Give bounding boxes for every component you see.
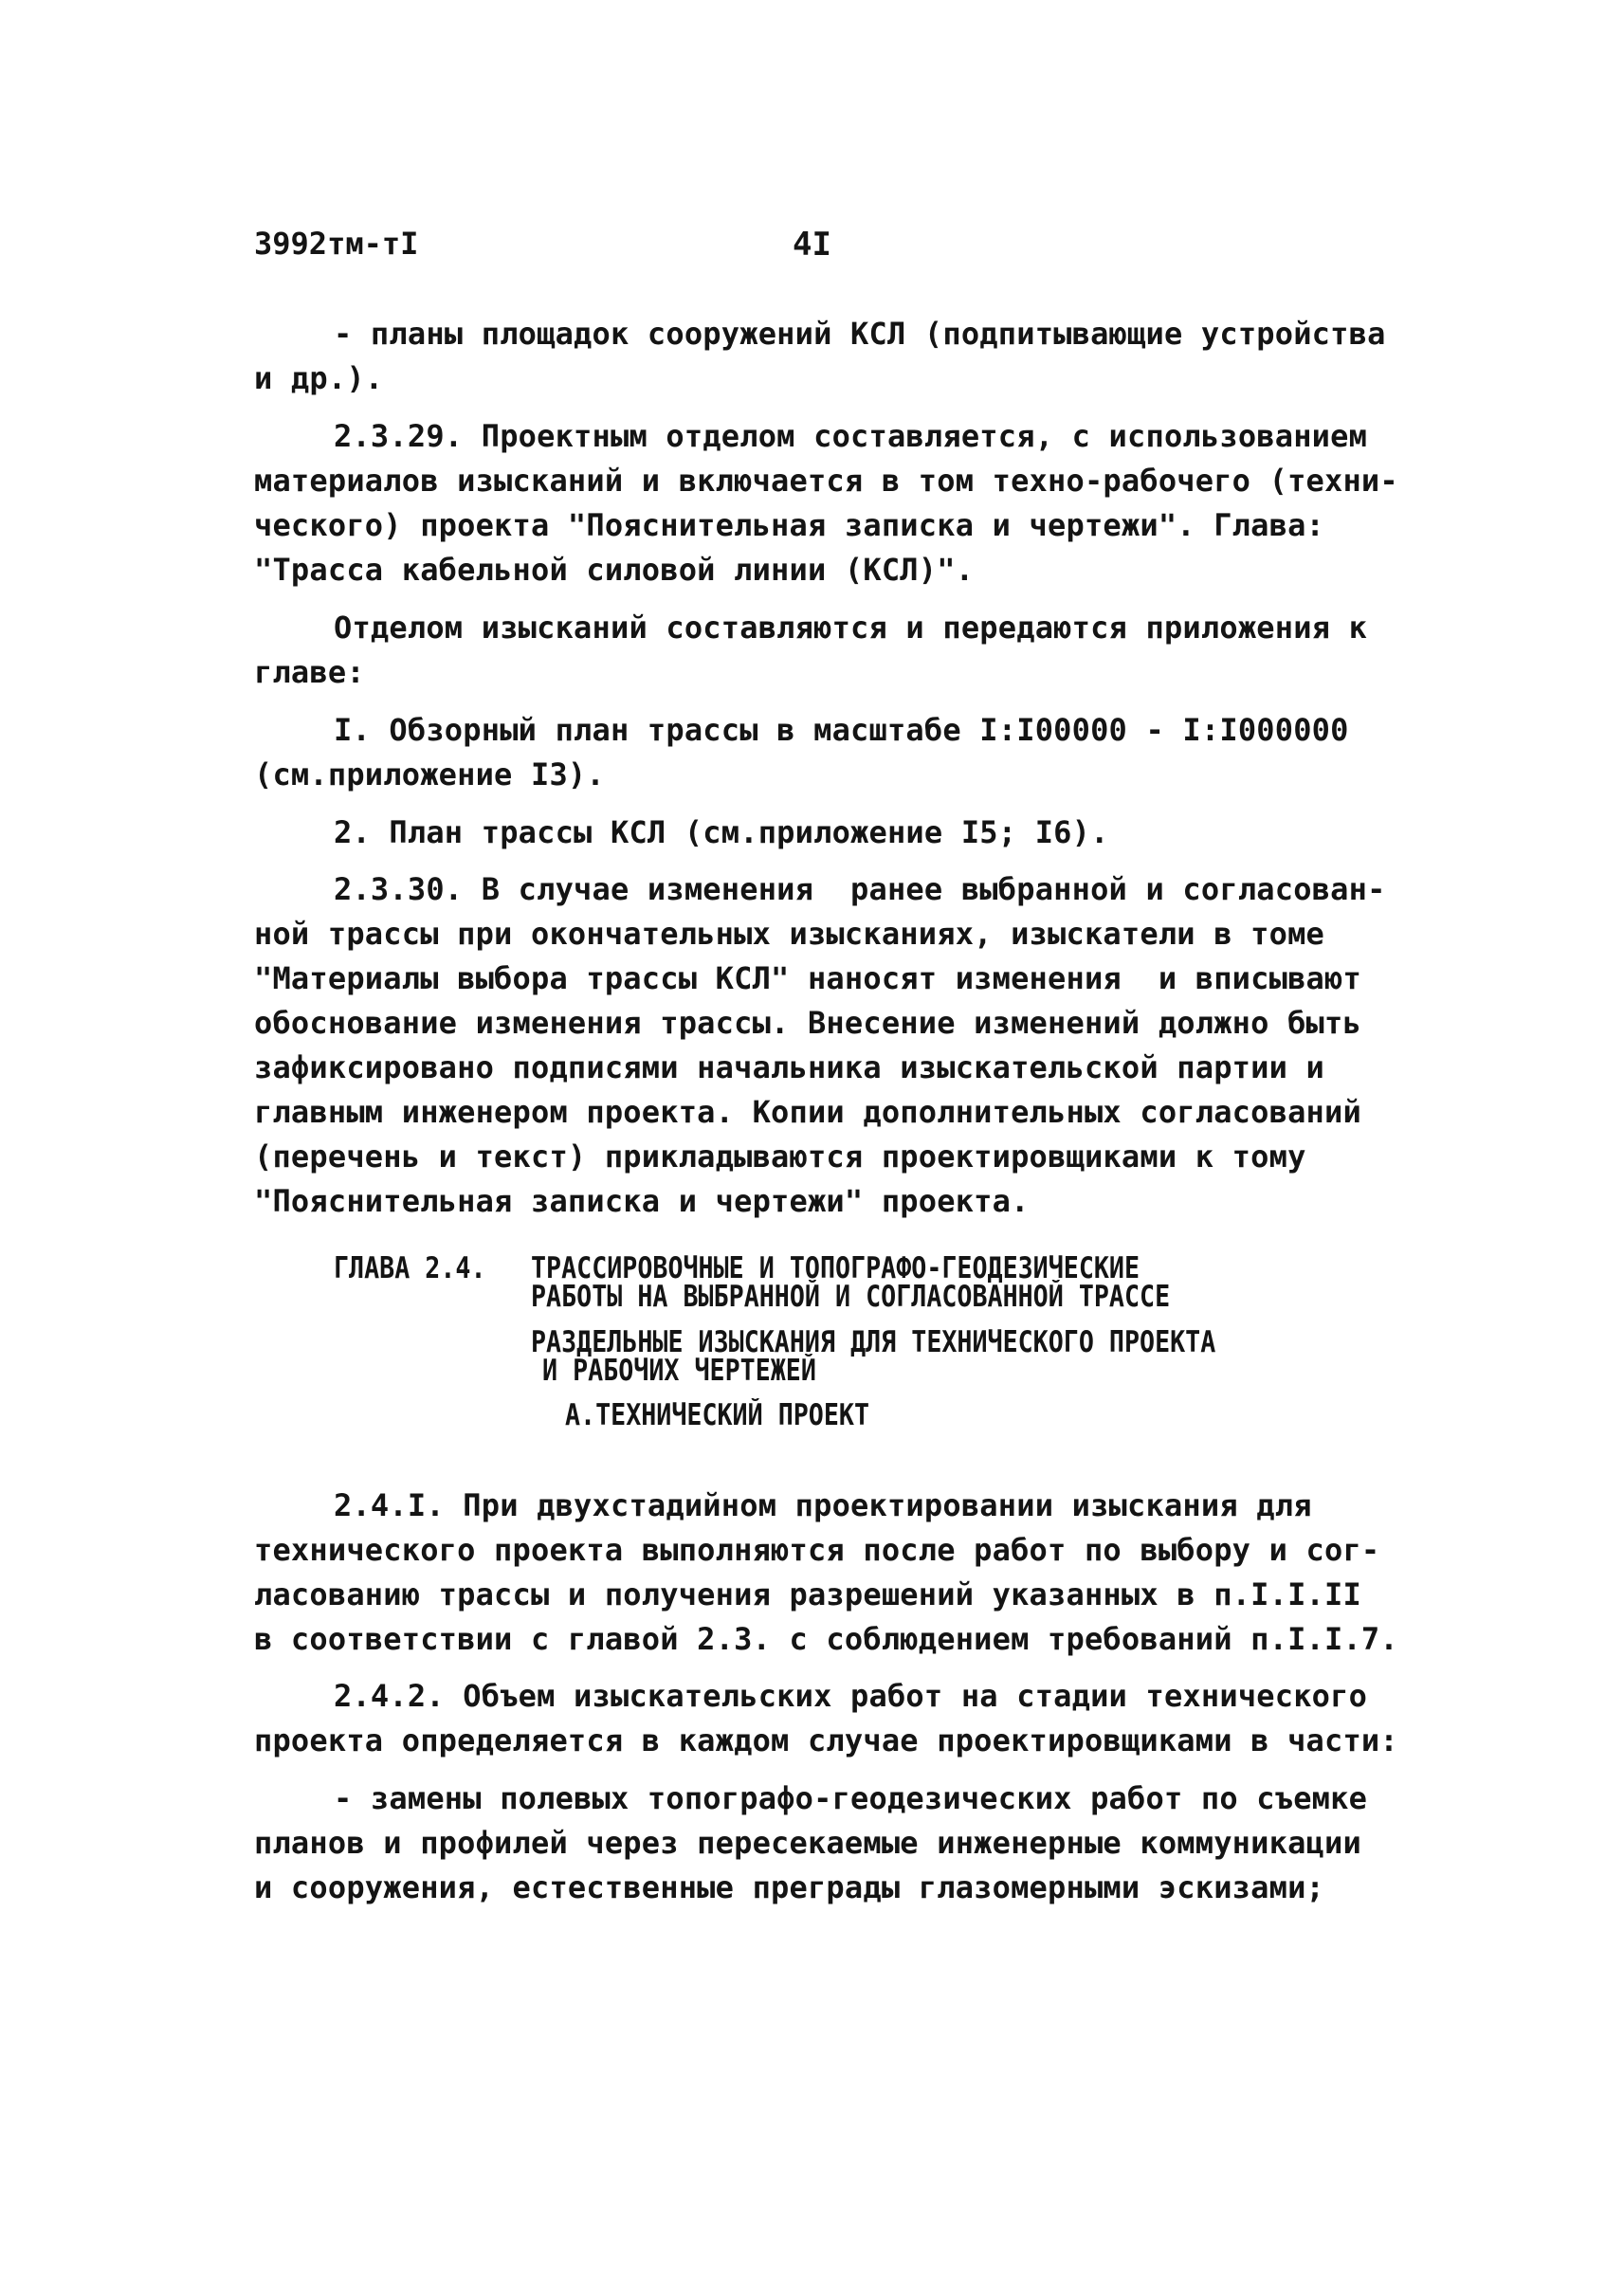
- text-line: - планы площадок сооружений КСЛ (подпитывающие устройства: [334, 316, 1386, 352]
- text-line: материалов изысканий и включается в том техно-рабочего (техни-: [254, 463, 1398, 499]
- list-item: 2. План трассы КСЛ (см.приложение I5; I6).: [334, 814, 1109, 850]
- text-line: Отделом изысканий составляются и передаются приложения к: [334, 610, 1368, 646]
- document-code: 3992тм-тI: [254, 226, 419, 262]
- text-line: технического проекта выполняются после работ по выбору и сог-: [254, 1532, 1380, 1568]
- text-line: "Пояснительная записка и чертежи" проекта.: [254, 1183, 1030, 1219]
- text-line: планов и профилей через пересекаемые инженерные коммуникации: [254, 1825, 1361, 1861]
- text-line: в соответствии с главой 2.3. с соблюдением требований п.I.I.7.: [254, 1621, 1398, 1657]
- section-title: А.ТЕХНИЧЕСКИЙ ПРОЕКТ: [565, 1398, 870, 1432]
- text-line: (см.приложение I3).: [254, 756, 605, 792]
- text-line: "Трасса кабельной силовой линии (КСЛ)".: [254, 552, 975, 588]
- text-line: 2.4.I. При двухстадийном проектировании изыскания для: [334, 1487, 1312, 1523]
- text-line: (перечень и текст) прикладываются проектировщиками к тому: [254, 1138, 1306, 1175]
- list-item: I. Обзорный план трассы в масштабе I:I00000 - I:I000000: [334, 712, 1349, 748]
- text-line: 2.3.30. В случае изменения ранее выбранной и согласован-: [334, 871, 1386, 907]
- text-line: зафиксировано подписями начальника изыскательской партии и: [254, 1049, 1325, 1085]
- page-number: 4I: [793, 226, 831, 264]
- text-line: главе:: [254, 654, 365, 690]
- chapter-title-line: РАЗДЕЛЬНЫЕ ИЗЫСКАНИЯ ДЛЯ ТЕХНИЧЕСКОГО ПРОЕКТА: [531, 1325, 1216, 1359]
- text-line: ческого) проекта "Пояснительная записка и чертежи". Глава:: [254, 507, 1325, 543]
- text-line: и сооружения, естественные преграды глазомерными эскизами;: [254, 1869, 1325, 1905]
- chapter-label: ГЛАВА 2.4.: [334, 1251, 486, 1285]
- text-line: главным инженером проекта. Копии дополнительных согласований: [254, 1094, 1361, 1130]
- text-line: "Материалы выбора трассы КСЛ" наносят изменения и вписывают: [254, 960, 1361, 996]
- text-line: проекта определяется в каждом случае проектировщиками в части:: [254, 1722, 1398, 1758]
- text-line: ласованию трассы и получения разрешений указанных в п.I.I.II: [254, 1576, 1361, 1612]
- chapter-title-line: И РАБОЧИХ ЧЕРТЕЖЕЙ: [542, 1354, 816, 1388]
- text-line: 2.3.29. Проектным отделом составляется, с использованием: [334, 418, 1368, 454]
- text-line: - замены полевых топографо-геодезических работ по съемке: [334, 1780, 1368, 1816]
- chapter-title-line: ТРАССИРОВОЧНЫЕ И ТОПОГРАФО-ГЕОДЕЗИЧЕСКИЕ: [531, 1251, 1140, 1285]
- text-line: ной трассы при окончательных изысканиях, изыскатели в томе: [254, 916, 1325, 952]
- text-line: 2.4.2. Объем изыскательских работ на стадии технического: [334, 1678, 1368, 1714]
- chapter-title-line: РАБОТЫ НА ВЫБРАННОЙ И СОГЛАСОВАННОЙ ТРАССЕ: [531, 1280, 1171, 1314]
- text-line: обоснование изменения трассы. Внесение изменений должно быть: [254, 1005, 1361, 1041]
- text-line: и др.).: [254, 360, 384, 396]
